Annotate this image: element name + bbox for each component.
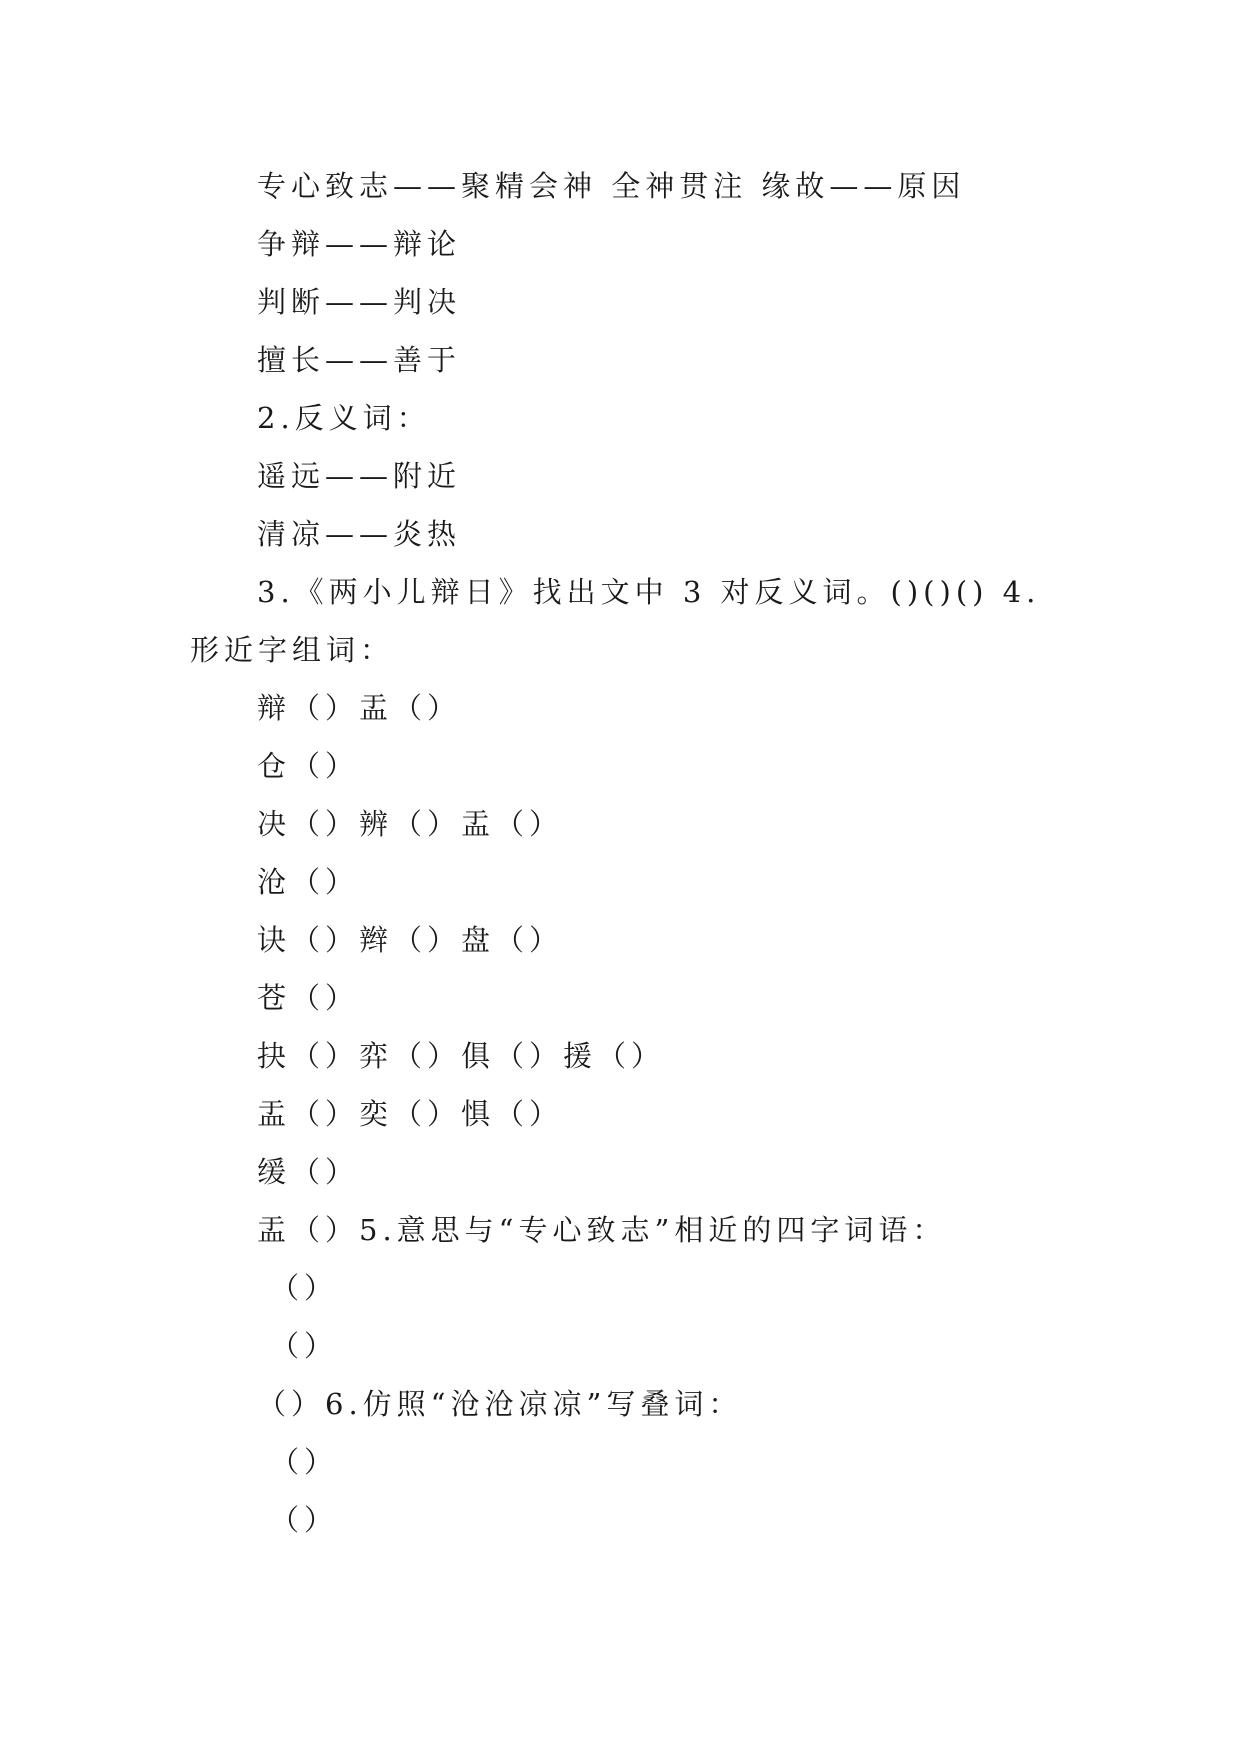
antonym-heading: 2.反义词： xyxy=(257,401,431,435)
synonym-line-4: 擅长——善于 xyxy=(257,343,462,377)
question-5-line: 盂（）5.意思与“专心致志”相近的四字词语： xyxy=(257,1213,947,1247)
synonym-line-3: 判断——判决 xyxy=(257,285,462,319)
similar-chars-line-8: 盂（）奕（）惧（） xyxy=(257,1097,564,1131)
antonym-line-1: 遥远——附近 xyxy=(257,459,462,493)
similar-chars-line-1: 辩（）盂（） xyxy=(257,691,462,725)
synonym-line-2: 争辩——辩论 xyxy=(257,227,462,261)
similar-chars-line-4: 沧（） xyxy=(257,865,360,899)
similar-chars-line-6: 苍（） xyxy=(257,981,360,1015)
question-6-line: （）6.仿照“沧沧凉凉”写叠词： xyxy=(257,1387,743,1421)
question-4-heading: 形近字组词： xyxy=(190,633,395,667)
answer-blank-3: （） xyxy=(270,1445,339,1479)
synonym-line-1: 专心致志——聚精会神 全神贯注 缘故——原因 xyxy=(257,169,966,203)
antonym-line-2: 清凉——炎热 xyxy=(257,517,462,551)
answer-blank-2: （） xyxy=(270,1329,339,1363)
similar-chars-line-5: 诀（）辫（）盘（） xyxy=(257,923,564,957)
answer-blank-1: （） xyxy=(270,1271,339,1305)
similar-chars-line-3: 决（）辨（）盂（） xyxy=(257,807,564,841)
similar-chars-line-7: 抉（）弈（）俱（）援（） xyxy=(257,1039,666,1073)
similar-chars-line-9: 缓（） xyxy=(257,1155,360,1189)
question-3-line: 3.《两小儿辩日》找出文中 3 对反义词。()()() 4. xyxy=(257,575,1041,609)
similar-chars-line-2: 仓（） xyxy=(257,749,360,783)
answer-blank-4: （） xyxy=(270,1503,339,1537)
